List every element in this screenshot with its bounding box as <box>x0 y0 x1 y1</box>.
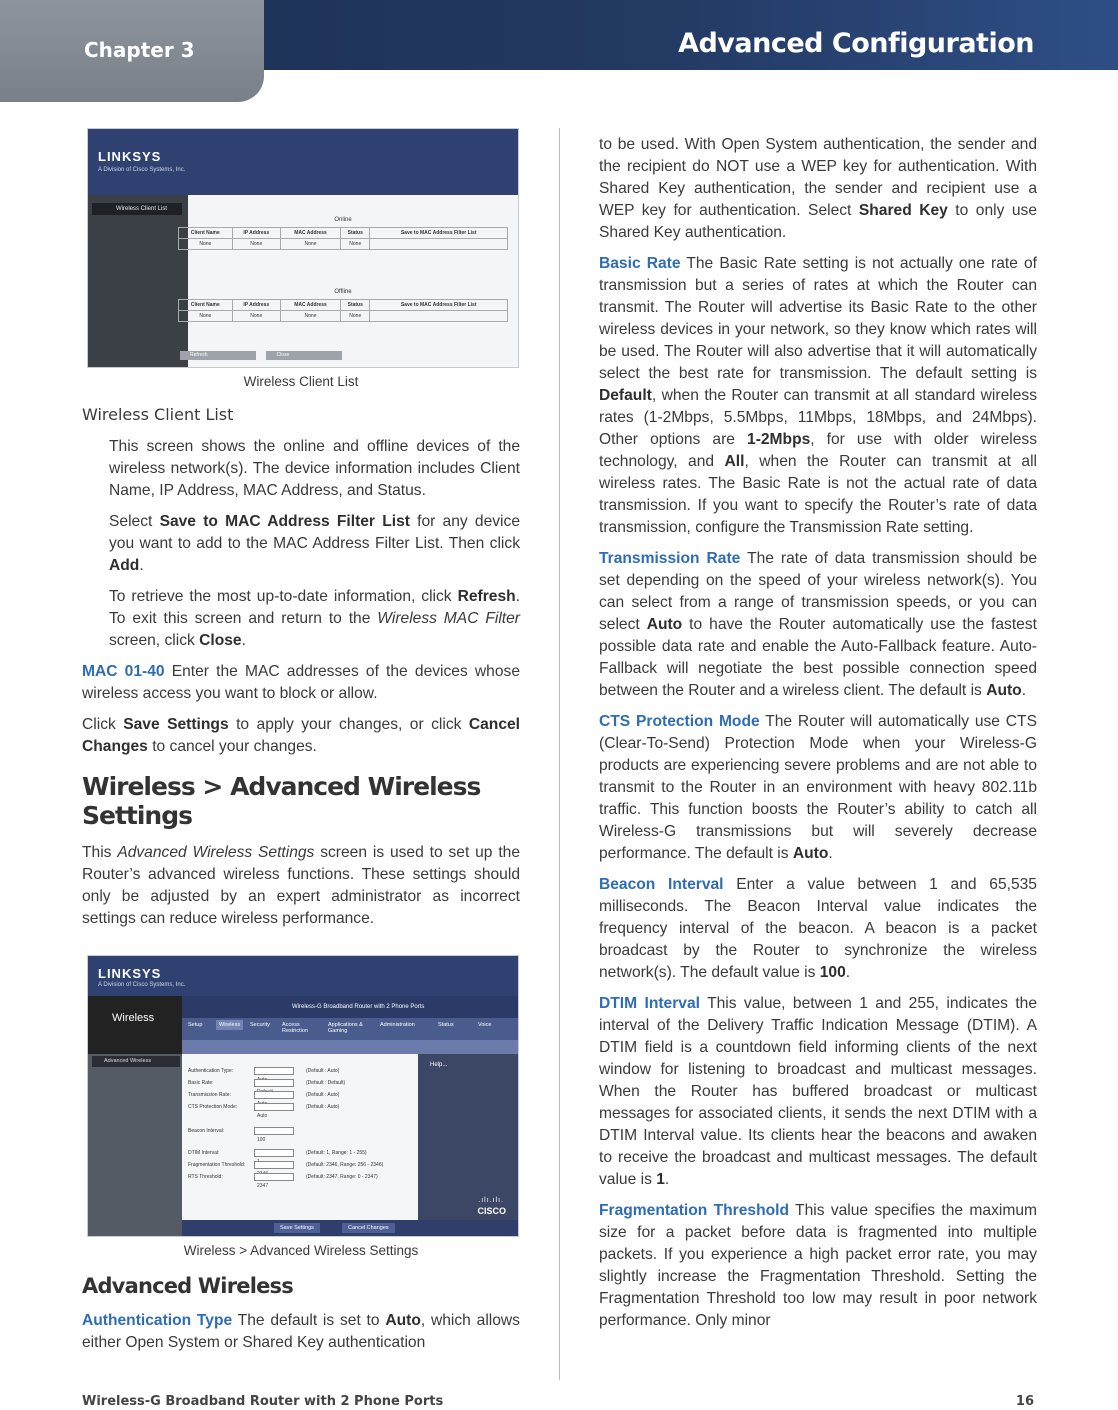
table-cell <box>370 311 508 322</box>
bold-term: Add <box>109 557 140 574</box>
text-run: . <box>139 557 144 574</box>
col-header: Save to MAC Address Filter List <box>370 300 508 311</box>
col-header: IP Address <box>232 228 280 239</box>
term-label: Beacon Interval <box>599 876 724 893</box>
text-run: , when the Router can transmit at all wireless rates. The Basic Rate is not the actual rate of data transmission. If you want to specify the Router’s rate of data transmission, configure the Transmission Rate setting. <box>599 453 1037 536</box>
offline-table <box>178 299 508 322</box>
paragraph <box>599 548 1037 702</box>
form-field <box>254 1173 294 1189</box>
tab-voice: Voice <box>478 1022 492 1028</box>
left-column <box>82 128 520 1363</box>
text-run: to have the Router automatically use the fastest possible data rate and enable the Auto-Fallback feature. Auto-Fallback will negotiate the best possible connection speed between the Router and a wireless client. The default is <box>599 616 1037 699</box>
settings-form <box>182 1054 418 1236</box>
form-label: CTS Protection Mode: <box>188 1104 238 1110</box>
col-header: MAC Address <box>280 228 340 239</box>
bold-term: Refresh <box>457 588 516 605</box>
bold-term: Close <box>199 632 242 649</box>
paragraph <box>599 874 1037 984</box>
form-label: Authentication Type: <box>188 1068 234 1074</box>
term-label: CTS Protection Mode <box>599 713 760 730</box>
online-group <box>178 217 508 250</box>
form-hint: (Default : Auto) <box>306 1092 340 1098</box>
close-button: Close <box>266 351 342 360</box>
tab-security: Security <box>250 1022 270 1028</box>
term-label: Basic Rate <box>599 255 681 272</box>
page-number: 16 <box>1015 1394 1034 1409</box>
form-label: Basic Rate: <box>188 1080 214 1086</box>
table-cell: None <box>280 239 340 250</box>
term-label: Fragmentation Threshold <box>599 1202 789 1219</box>
italic-term: Wireless MAC Filter <box>377 610 520 627</box>
form-field <box>254 1127 294 1143</box>
tab-status: Status <box>438 1022 454 1028</box>
term-label: Transmission Rate <box>599 550 741 567</box>
paragraph <box>82 1310 520 1354</box>
italic-term: Advanced Wireless Settings <box>117 844 315 861</box>
text-run: . <box>664 1171 670 1188</box>
table-cell: None <box>341 311 370 322</box>
form-label: DTIM Interval: <box>188 1150 220 1156</box>
text-run: . <box>845 964 851 981</box>
paragraph: This screen shows the online and offline devices of the wireless network(s). The device information includes Client Name, IP Address, MAC Address, and Status. <box>109 438 520 499</box>
form-value: 100 <box>257 1137 266 1143</box>
text-run: The Basic Rate setting is not actually one rate of transmission but a series of rates at which the Router can transmit. The Router will advertise its Basic Rate to the other wireless devices in your network, so they know which rates will be used. The Router will also advertise that it will automatically select the best rate for transmission. The default setting is <box>599 255 1037 382</box>
text-run: Click <box>82 716 124 733</box>
text-run: to cancel your changes. <box>147 738 317 755</box>
form-field <box>254 1079 294 1087</box>
footer-product: Wireless-G Broadband Router with 2 Phone Ports <box>82 1394 444 1409</box>
text-run: screen is used to set up the Router’s advanced wireless functions. These settings should only be adjusted by an expert administrator as incorrect settings can reduce wireless performance. <box>82 844 520 927</box>
save-settings-button: Save Settings <box>274 1223 320 1233</box>
online-label: Online <box>334 217 352 223</box>
advanced-wireless-screenshot <box>87 955 519 1237</box>
bold-term: Auto <box>986 682 1022 699</box>
paragraph <box>82 511 520 577</box>
linksys-logo: LINKSYS <box>98 149 162 164</box>
text-run: screen, click <box>109 632 200 649</box>
bold-term: 100 <box>819 964 846 981</box>
screenshot-sidebar <box>88 996 182 1054</box>
col-header: Status <box>341 300 370 311</box>
col-header: Save to MAC Address Filter List <box>370 228 508 239</box>
table-cell: None <box>232 311 280 322</box>
text-run: This <box>82 844 118 861</box>
chapter-label: Chapter 3 <box>84 38 195 62</box>
figure-caption: Wireless > Advanced Wireless Settings <box>183 1243 419 1258</box>
table-cell: None <box>179 311 233 322</box>
figure-caption: Wireless Client List <box>243 374 359 389</box>
form-label: RTS Threshold: <box>188 1174 223 1180</box>
form-field <box>254 1103 294 1119</box>
table-cell: None <box>179 239 233 250</box>
form-value: Auto <box>257 1113 268 1119</box>
cisco-bars-icon: .ılı.ılı. <box>478 1197 504 1204</box>
wireless-label: Wireless <box>112 1012 155 1024</box>
text-run: This value specifies the maximum size for a packet before data is fragmented into multiple packets. If you experience a high packet error rate, you may slightly increase the Fragmentation Threshold. Setting the Fragmentation Threshold too low may result in poor network performance. Only minor <box>599 1202 1037 1329</box>
screenshot-sidebar <box>88 195 188 368</box>
sub-tab-bar <box>182 1040 518 1054</box>
text-run: to only use Shared Key authentication. <box>599 202 1037 241</box>
wireless-client-list-screenshot <box>87 128 519 368</box>
text-run: Select <box>109 513 160 530</box>
bold-term: All <box>724 453 745 470</box>
tab-wireless: Wireless <box>216 1020 243 1030</box>
col-header: MAC Address <box>280 300 340 311</box>
right-column <box>599 134 1037 1341</box>
col-header: Status <box>341 228 370 239</box>
text-run: This value, between 1 and 255, indicates the interval of the Delivery Traffic Indication Message (DTIM). A DTIM field is a countdown field informing clients of the next window for listening to broadcast and multicast messages. When the Router has buffered broadcast or multicast messages for associated clients, it sends the next DTIM with a DTIM Interval value. Its clients hear the beacons and awaken to receive the broadcast and multicast messages. The default value is <box>599 995 1037 1188</box>
paragraph <box>599 993 1037 1191</box>
linksys-logo: LINKSYS <box>98 966 162 981</box>
paragraph <box>82 842 520 930</box>
bold-term: Save Settings <box>123 716 229 733</box>
text-run: . <box>241 632 246 649</box>
form-hint: (Default : Default) <box>306 1080 346 1086</box>
table-cell: None <box>232 239 280 250</box>
term-label: MAC 01-40 <box>82 663 165 680</box>
text-run: to be used. With Open System authentication, the sender and the recipient do NOT use a WEP key for authentication. With Shared Key authentication, the sender and recipient use a WEP key for authentication. Select <box>599 136 1037 219</box>
tab-access-restriction: Access Restriction <box>282 1022 308 1034</box>
text-run: . <box>1021 682 1027 699</box>
product-bar: Wireless-G Broadband Router with 2 Phone Ports <box>182 996 518 1018</box>
text-run: , when the Router can transmit at all standard wireless rates (1-2Mbps, 5.5Mbps, 11Mbps, 18Mbps, and 24Mbps). Other options are <box>599 387 1037 448</box>
column-divider <box>559 128 560 1380</box>
linksys-logo-sub: A Division of Cisco Systems, Inc. <box>98 167 186 173</box>
paragraph <box>82 661 520 705</box>
text-run: The rate of data transmission should be set depending on the speed of your wireless network(s). You can select from a range of transmission speeds, or you can select <box>599 550 1037 633</box>
text-run: to apply your changes, or click <box>228 716 469 733</box>
advanced-wireless-label: Advanced Wireless <box>92 1056 180 1067</box>
table-cell: None <box>341 239 370 250</box>
form-field <box>254 1091 294 1099</box>
paragraph <box>599 253 1037 539</box>
heading-wireless-client-list: Wireless Client List <box>82 405 234 424</box>
cancel-changes-button: Cancel Changes <box>342 1223 395 1233</box>
bold-term: Save to MAC Address Filter List <box>159 513 410 530</box>
linksys-logo-sub: A Division of Cisco Systems, Inc. <box>98 982 186 988</box>
bold-term: Auto <box>646 616 683 633</box>
text-run: . To exit this screen and return to the <box>109 588 520 627</box>
form-value: 2347 <box>257 1183 269 1189</box>
text-run: The Router will automatically use CTS (Clear-To-Send) Protection Mode when your Wireless-G products are experiencing severe problems and are not able to transmit to the Router in an environment with heavy 802.11b traffic. This function boosts the Router’s ability to catch all Wireless-G transmissions but will severely decrease performance. The default is <box>599 713 1037 862</box>
refresh-button: Refresh <box>180 351 256 360</box>
bold-term: Cancel Changes <box>82 716 520 755</box>
form-hint: (Default: 2347, Range: 0 - 2347) <box>306 1174 378 1180</box>
screenshot-side-label: Wireless Client List <box>92 203 182 215</box>
screenshot-buttons <box>180 343 348 361</box>
bold-term: Default <box>599 387 652 404</box>
text-run: The default is set to <box>232 1312 386 1329</box>
tab-setup: Setup <box>188 1022 203 1028</box>
tab-bar <box>182 1018 518 1040</box>
paragraph <box>599 711 1037 865</box>
form-hint: (Default: 1, Range: 1 - 255) <box>306 1150 367 1156</box>
paragraph <box>82 714 520 758</box>
table-cell: None <box>280 311 340 322</box>
col-header: Client Name <box>179 228 233 239</box>
tab-administration: Administration <box>380 1022 415 1028</box>
offline-group <box>178 289 508 322</box>
bold-term: Auto <box>792 845 829 862</box>
col-header: Client Name <box>179 300 233 311</box>
text-run: , for use with older wireless technology, and <box>599 431 1037 470</box>
text-run: , which allows either Open System or Shared Key authentication <box>82 1312 520 1351</box>
form-hint: (Default : Auto) <box>306 1104 340 1110</box>
bold-term: 1-2Mbps <box>747 431 811 448</box>
term-label: DTIM Interval <box>599 995 700 1012</box>
form-field <box>254 1161 294 1169</box>
form-label: Transmission Rate: <box>188 1092 231 1098</box>
form-hint: (Default : Auto) <box>306 1068 340 1074</box>
screenshot-left-pane <box>88 1054 182 1236</box>
text-run: Enter a value between 1 and 65,535 milliseconds. The Beacon Interval value indicates the frequency interval of the beacon. A beacon is a packet broadcast by the Router to synchronize the wireless network(s). The default value is <box>599 876 1037 981</box>
tab-applications-gaming: Applications & Gaming <box>328 1022 363 1034</box>
form-field <box>254 1149 294 1157</box>
offline-label: Offline <box>334 289 352 295</box>
section-title: Advanced Configuration <box>678 28 1034 59</box>
text-run: . <box>828 845 833 862</box>
paragraph <box>599 134 1037 244</box>
text-run: Enter the MAC addresses of the devices whose wireless access you want to block or allow. <box>82 663 520 702</box>
form-label: Beacon Interval: <box>188 1128 225 1134</box>
online-table <box>178 227 508 250</box>
bold-term: Shared Key <box>858 202 948 219</box>
form-field <box>254 1067 294 1075</box>
text-run: To retrieve the most up-to-date information, click <box>109 588 458 605</box>
term-label: Authentication Type <box>82 1312 233 1329</box>
bold-term: 1 <box>656 1171 665 1188</box>
paragraph <box>82 586 520 652</box>
help-label: Help... <box>430 1062 448 1068</box>
heading-advanced-wireless: Advanced Wireless <box>82 1274 293 1298</box>
form-hint: (Default: 2346, Range: 256 - 2346) <box>306 1162 384 1168</box>
form-label: Fragmentation Threshold: <box>188 1162 246 1168</box>
cisco-logo: CISCO <box>477 1206 506 1216</box>
text-run: for any device you want to add to the MAC Address Filter List. Then click <box>109 513 520 552</box>
bold-term: Auto <box>385 1312 421 1329</box>
col-header: IP Address <box>232 300 280 311</box>
heading-advanced-wireless-settings: Wireless > Advanced Wireless Settings <box>82 772 481 830</box>
table-cell <box>370 239 508 250</box>
paragraph <box>599 1200 1037 1332</box>
